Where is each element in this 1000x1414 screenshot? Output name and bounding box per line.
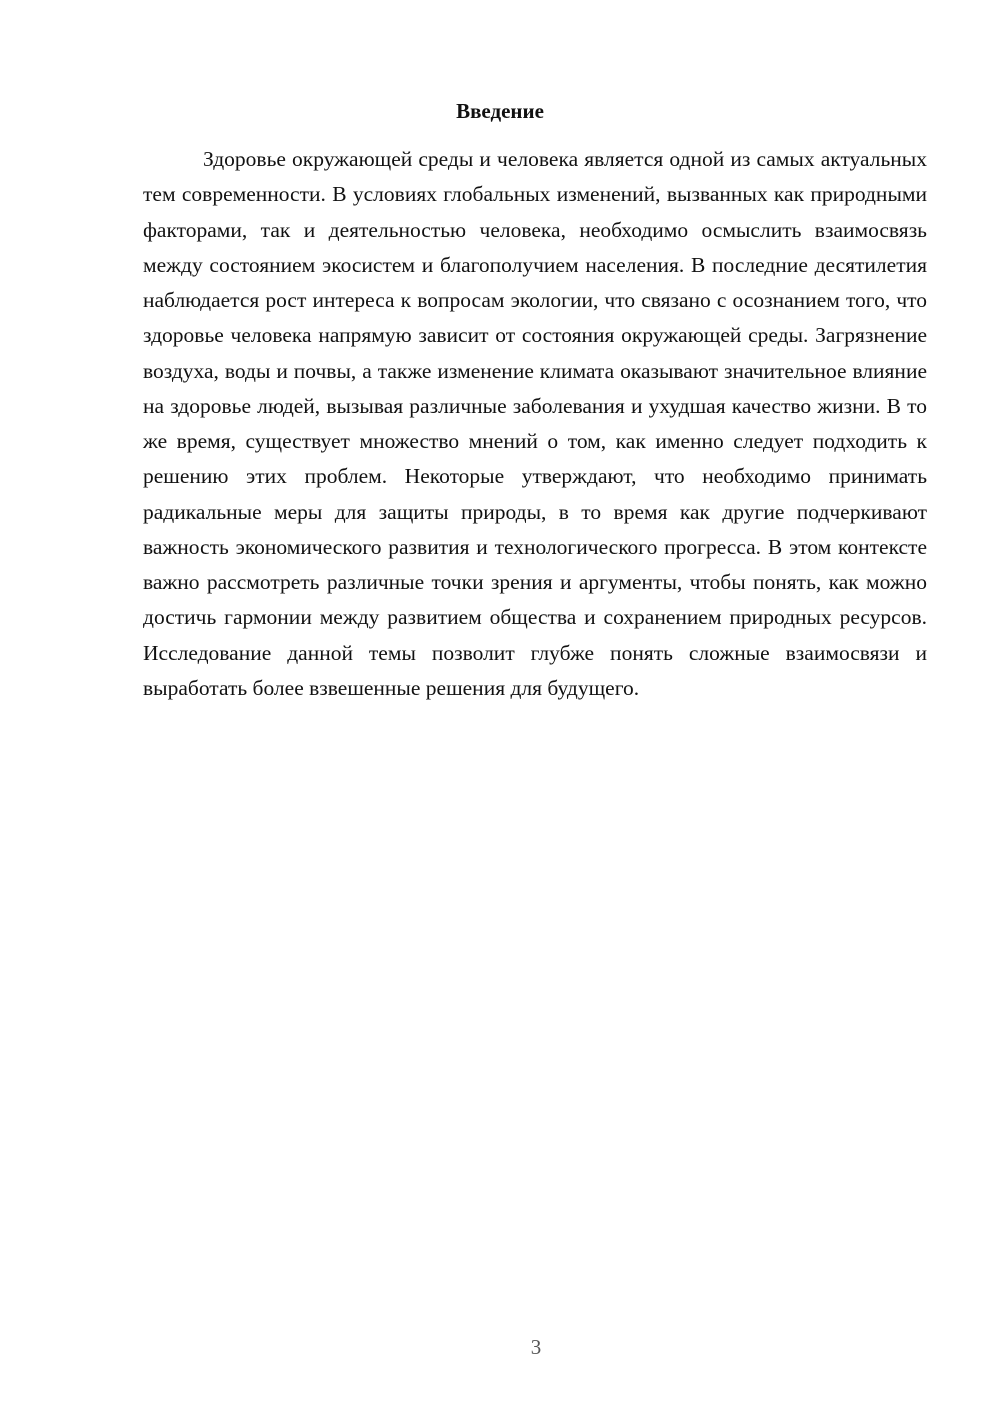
heading-text: Введение <box>456 99 544 123</box>
body-paragraph: Здоровье окружающей среды и человека является одной из самых актуальных тем современности. В условиях глобальных изменений, вызванных как природными факторами, так и деятельностью человека, необходимо осмыслить взаимосвязь между состоянием экосистем и благополучием населения. В последние десятилетия наблюдается рост интереса к вопросам экологии, что связано с осознанием того, что здоровье человека напрямую зависит от состояния окружающей среды. Загрязнение воздуха, воды и почвы, а также изменение климата оказывают значительное влияние на здоровье людей, вызывая различные заболевания и ухудшая качество жизни. В то же время, существует множество мнений о том, как именно следует подходить к решению этих проблем. Некоторые утверждают, что необходимо принимать радикальные меры для защиты природы, в то время как другие подчеркивают важность экономического развития и технологического прогресса. В этом контексте важно рассмотреть различные точки зрения и аргументы, чтобы понять, как можно достичь гармонии между развитием общества и сохранением природных ресурсов. Исследование данной темы позволит глубже понять сложные взаимосвязи и выработать более взвешенные решения для будущего. <box>143 147 927 700</box>
page-number: 3 <box>530 1335 542 1359</box>
section-heading <box>143 96 927 126</box>
